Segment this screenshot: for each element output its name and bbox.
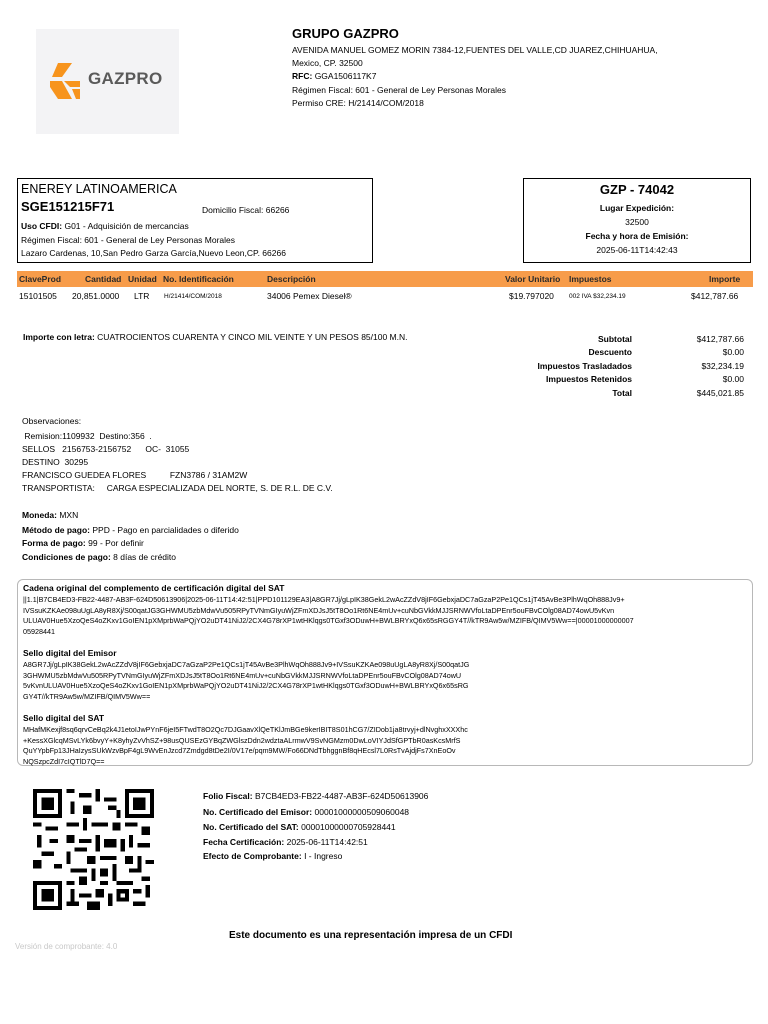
col-cantidad: Cantidad [85,274,122,284]
retenidos-label: Impuestos Retenidos [546,374,632,384]
representation-note: Este documento es una representación impresa de un CFDI [229,930,513,941]
subtotal-label: Subtotal [598,334,632,344]
subtotal-value: $412,787.66 [696,334,744,344]
folio-title: GZP - 74042 [599,182,675,197]
cadena-original-text: ||1.1|B7CB4ED3-FB22-4487-AB3F-624D50613906|2025-06-11T14:42:51|PPD101129EA3|A8GR7Jj/gLpIK38GekL2wAcZZdV8jIF6GebxjaDC7aGzaP2Pe1QCs1jT45AvBe3PlhWqOh888Jv9+ IVSsuKZKAe098uUgLA8yR8Xj/S00qatJG3GHWMU5zbMdwVu505RPyTVNmGIyuWjZFmXDJsJ5tT8Oo1Rt6NE4mUv+cuNbGVkkMJJSRNWVfoLtaDPEnr5ouFBvCOlg08AD74owU5vKvn ULUAV0Hue5XzoQeS4oZKxv1GoIEN1pXMprbWaPQjYO2uDT41NiJ2/2CX4G78rXP1wtHKlqgs0TGxf3ODuwH+BWLBRYxQ6x65sRGGY4T//kTR9Aw5w/MZIFB/QIMV5Ww==|00001000000007 05928441 [23,595,634,636]
client-regimen: Régimen Fiscal: 601 - General de Ley Personas Morales [21,235,236,245]
client-box [17,178,373,263]
moneda-value: MXN [59,510,79,520]
row-impuestos: 002 IVA $32,234.19 [569,293,626,300]
cert-sat-row [203,822,396,832]
fecha-cert-value: 2025-06-11T14:42:51 [286,837,368,847]
qr-code-icon [33,787,154,912]
row-identificacion: H/21414/COM/2018 [164,293,222,300]
condiciones-pago-value: 8 días de crédito [113,552,177,562]
client-uso: G01 - Adquisición de mercancias [64,221,189,231]
logo-text: GAZPRO [88,69,163,88]
metodo-pago-label: Método de pago: [22,525,90,535]
metodo-pago-row [22,525,239,535]
observacion-line: TRANSPORTISTA: CARGA ESPECIALIZADA DEL NORTE, S. DE R.L. DE C.V. [22,483,333,493]
col-descripcion: Descripción [267,274,316,284]
sello-emisor-label: Sello digital del Emisor [23,648,117,658]
client-uso-label: Uso CFDI: [21,221,63,231]
efecto-row [203,851,342,861]
fecha-label: Fecha y hora de Emisión: [585,231,689,241]
observacion-line: FRANCISCO GUEDEA FLORES FZN3786 / 31AM2W [22,470,248,480]
col-identificacion: No. Identificación [163,274,234,284]
row-importe: $412,787.66 [691,291,739,301]
folio-box [523,178,751,263]
client-domicilio: Domicilio Fiscal: 66266 [202,205,290,215]
metodo-pago-value: PPD - Pago en parcialidades o diferido [92,525,239,535]
cert-sat-label: No. Certificado del SAT: [203,822,299,832]
trasladados-label: Impuestos Trasladados [537,361,632,371]
issuer-name: GRUPO GAZPRO [292,26,399,41]
observacion-line: DESTINO 30295 [22,457,89,467]
observacion-line: SELLOS 2156753-2156752 OC- 31055 [22,444,190,454]
version-note: Versión de comprobante: 4.0 [15,942,118,951]
sat-certification-box [17,579,753,766]
row-clave: 15101505 [19,291,57,301]
col-importe: Importe [709,274,741,284]
lugar-value: 32500 [625,217,649,227]
lugar-label: Lugar Expedición: [599,203,675,213]
col-valor-unitario: Valor Unitario [505,274,561,284]
issuer-logo [36,29,179,134]
col-clave: ClaveProd [19,274,62,284]
importe-letra-label: Importe con letra: [23,332,95,342]
cert-emisor-row [203,807,409,817]
sello-emisor-text: A8GR7Jj/gLpIK38GekL2wAcZZdV8jIF6GebxjaDC7aGzaP2Pe1QCs1jT45AvBe3PlhWqOh888Jv9+IVSsuKZKAe098uUgLA8yR8Xj/S00qatJG 3GHWMU5zbMdwVu505RPyTVNmGIyuWjZFmXDJsJ5tT8Oo1Rt6NE4mUv+cuNbGVkkMJJSRNWVfoLtaDPEnr5ouFBvCOlg08AD74owU 5vKvnULUAV0Hue5XzoQeS4oZKxv1GoIEN1pXMprbWaPQjYO2uDT41NiJ2/2CX4G78rXP1wtHKlqgs0TGxf3ODuwH+BWLBRYxQ6x65sRG GY4T//kTR9Aw5w/MZIFB/QIMV5Ww== [23,660,470,701]
total-label: Total [612,388,632,398]
folio-fiscal-value: B7CB4ED3-FB22-4487-AB3F-624D50613906 [254,791,429,801]
observacion-line: Remision:1109932 Destino:356 . [22,431,152,441]
efecto-label: Efecto de Comprobante: [203,851,302,861]
folio-fiscal-label: Folio Fiscal: [203,791,253,801]
descuento-value: $0.00 [722,347,744,357]
condiciones-pago-row [22,552,176,562]
row-unidad: LTR [134,291,150,301]
importe-letra [23,332,408,342]
efecto-value: I - Ingreso [304,851,343,861]
observaciones-label: Observaciones: [22,416,82,426]
total-value: $445,021.85 [696,388,744,398]
cert-emisor-label: No. Certificado del Emisor: [203,807,313,817]
moneda-label: Moneda: [22,510,57,520]
concepts-table-header [17,271,753,287]
issuer-address-2: Mexico, CP. 32500 [292,58,363,68]
issuer-rfc: GGA1506117K7 [314,71,377,81]
importe-letra-value: CUATROCIENTOS CUARENTA Y CINCO MIL VEINTE Y UN PESOS 85/100 M.N. [97,332,408,342]
issuer-permiso: Permiso CRE: H/21414/COM/2018 [292,98,424,108]
col-impuestos: Impuestos [569,274,612,284]
row-cantidad: 20,851.0000 [72,291,120,301]
client-name: ENEREY LATINOAMERICA [21,182,177,196]
forma-pago-label: Forma de pago: [22,538,86,548]
sello-sat-text: MHafMKexjf8sq6qrvCeBq2k4J1etoIJwPYnF6jeI5FTwdT8O2Qc7DJGaavXlQeTKlJmBGe9kerIBIT8S01hCG7/ZIDob1ja8trvyj+dlNvghxXXXhc +KessXGlcqMSvLYk6bvyY+K8yhyZvVhSZ+98usQUSEzGYBqZWGlszDdn2wdztaALrmwV9SvNGMzm0DwLoVIYJdSfGPTbR0asKcsMrfS QuYYpbFp13JHaIzysSUkWzvBpF4gL9WvEnJzcd7Zmdgd8tDe2I/0V17e/pqm9MW/Fo66DNdTbhggnBf8qHEcsl7L0RsTvAjdjFs7XnEoOv NQSzpcZdI7cIQTlD7Q== [23,725,468,766]
moneda-row [22,510,78,520]
forma-pago-row [22,538,144,548]
client-address: Lazaro Cardenas, 10,San Pedro Garza García,Nuevo Leon,CP. 66266 [21,248,286,258]
col-unidad: Unidad [128,274,157,284]
issuer-address-1: AVENIDA MANUEL GOMEZ MORIN 7384-12,FUENTES DEL VALLE,CD JUAREZ,CHIHUAHUA, [292,45,658,55]
condiciones-pago-label: Condiciones de pago: [22,552,111,562]
descuento-label: Descuento [588,347,632,357]
row-valor-unitario: $19.797020 [509,291,554,301]
fecha-cert-label: Fecha Certificación: [203,837,285,847]
gazpro-logo-icon [48,61,84,101]
folio-fiscal-row [203,791,428,801]
issuer-rfc-label: RFC: [292,71,313,81]
row-descripcion: 34006 Pemex Diesel® [267,291,352,301]
fecha-cert-row [203,837,368,847]
forma-pago-value: 99 - Por definir [88,538,144,548]
cert-sat-value: 00001000000705928441 [301,822,396,832]
fecha-value: 2025-06-11T14:42:43 [596,245,678,255]
sello-sat-label: Sello digital del SAT [23,713,105,723]
cert-emisor-value: 00001000000509060048 [314,807,410,817]
cadena-original-label: Cadena original del complemento de certificación digital del SAT [23,583,285,593]
client-uso-row [21,221,189,231]
client-rfc: SGE151215F71 [21,199,115,214]
retenidos-value: $0.00 [722,374,744,384]
issuer-regimen: Régimen Fiscal: 601 - General de Ley Personas Morales [292,85,507,95]
trasladados-value: $32,234.19 [701,361,744,371]
issuer-rfc-row [292,70,376,82]
